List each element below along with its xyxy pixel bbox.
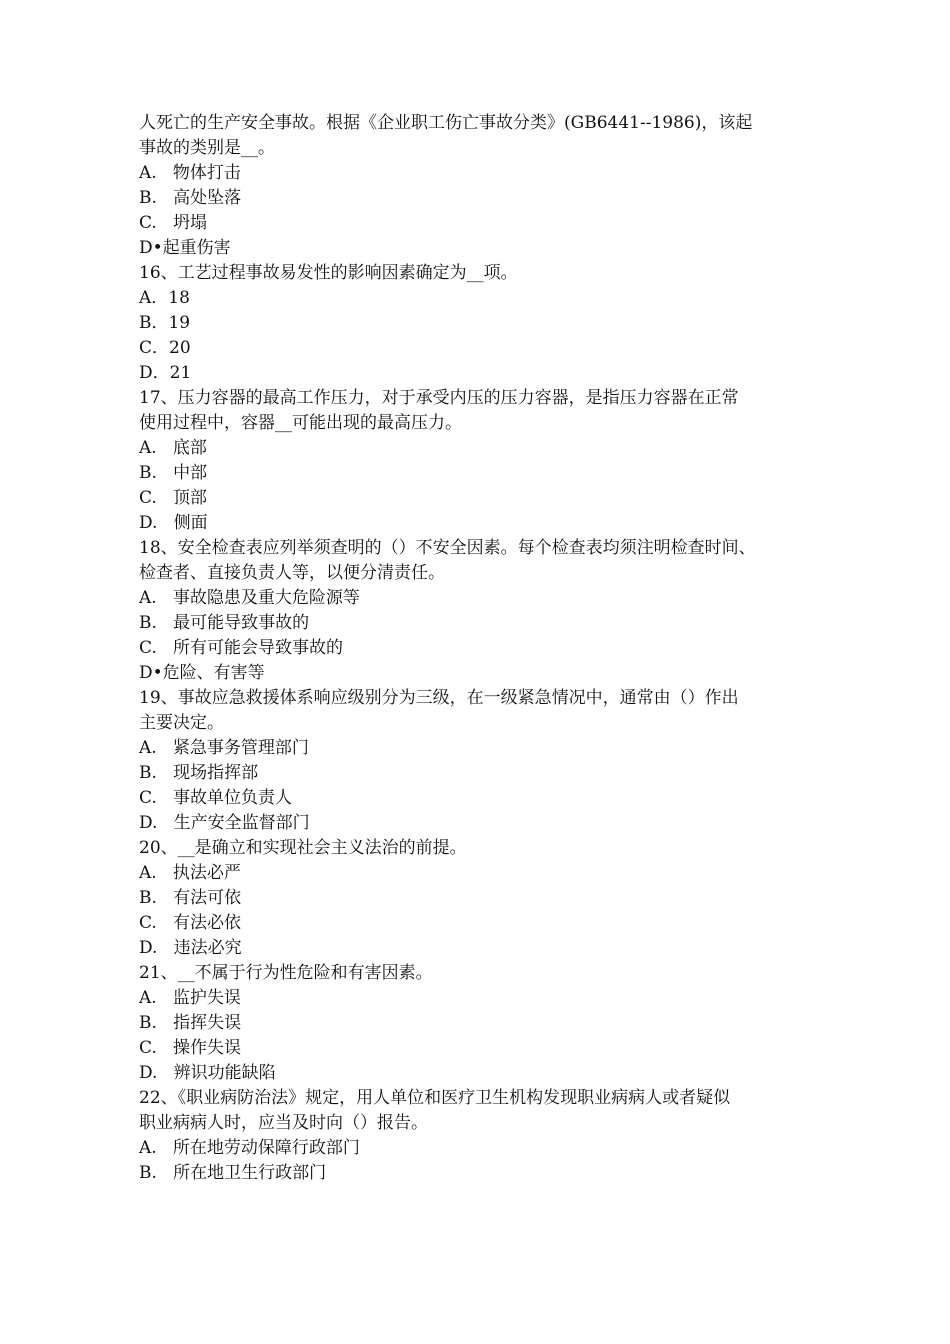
question-text-line: 18、安全检查表应列举须查明的（）不安全因素。每个检查表均须注明检查时间、 — [139, 538, 756, 558]
option-c: C．20 — [139, 338, 191, 358]
question-21 — [139, 961, 819, 1086]
document-page — [139, 111, 819, 1186]
option-b: B. 最可能导致事故的 — [139, 613, 310, 633]
option-c: C. 操作失误 — [139, 1038, 242, 1058]
option-a: A．18 — [139, 288, 190, 308]
question-text-line: 16、工艺过程事故易发性的影响因素确定为__项。 — [139, 263, 518, 283]
option-d: D. 生产安全监督部门 — [139, 813, 310, 833]
option-b: B．19 — [139, 313, 191, 333]
option-a: A. 所在地劳动保障行政部门 — [139, 1138, 360, 1158]
question-text-line: 人死亡的生产安全事故。根据《企业职工伤亡事故分类》(GB6441--1986)，该起 — [139, 113, 753, 133]
question-text-line: 19、事故应急救援体系响应级别分为三级，在一级紧急情况中，通常由（）作出 — [139, 688, 739, 708]
question-text-line: 使用过程中，容器__可能出现的最高压力。 — [139, 413, 462, 433]
option-d: D•危险、有害等 — [139, 663, 265, 683]
question-text-line: 20、__是确立和实现社会主义法治的前提。 — [139, 838, 467, 858]
question-text-line: 22、《职业病防治法》规定，用人单位和医疗卫生机构发现职业病病人或者疑似 — [139, 1088, 731, 1108]
option-a: A. 物体打击 — [139, 163, 241, 183]
question-19 — [139, 686, 819, 836]
question-text-line: 检查者、直接负责人等，以便分清责任。 — [139, 563, 445, 583]
option-d: D. 侧面 — [139, 513, 208, 533]
question-text-line: 职业病病人时，应当及时向（）报告。 — [139, 1113, 428, 1133]
question-text-line: 17、压力容器的最高工作压力，对于承受内压的压力容器，是指压力容器在正常 — [139, 388, 739, 408]
option-b: B. 所在地卫生行政部门 — [139, 1163, 327, 1183]
option-b: B. 现场指挥部 — [139, 763, 259, 783]
option-d: D. 辨识功能缺陷 — [139, 1063, 276, 1083]
option-c: C. 事故单位负责人 — [139, 788, 293, 808]
option-c: C. 有法必依 — [139, 913, 242, 933]
question-17 — [139, 386, 819, 536]
option-a: A. 紧急事务管理部门 — [139, 738, 309, 758]
question-18 — [139, 536, 819, 686]
question-20 — [139, 836, 819, 961]
question-text-line: 21、__不属于行为性危险和有害因素。 — [139, 963, 433, 983]
option-a: A. 底部 — [139, 438, 207, 458]
option-c: C. 顶部 — [139, 488, 208, 508]
question-text-line: 主要决定。 — [139, 713, 224, 733]
question-text-line: 事故的类别是__。 — [139, 138, 275, 158]
option-a: A. 监护失误 — [139, 988, 241, 1008]
question-15 — [139, 111, 819, 261]
option-a: A. 执法必严 — [139, 863, 241, 883]
option-d: D•起重伤害 — [139, 238, 231, 258]
option-b: B. 指挥失误 — [139, 1013, 242, 1033]
option-d: D．21 — [139, 363, 192, 383]
option-b: B. 有法可依 — [139, 888, 242, 908]
option-d: D. 违法必究 — [139, 938, 242, 958]
option-c: C. 所有可能会导致事故的 — [139, 638, 344, 658]
question-16 — [139, 261, 819, 386]
question-22 — [139, 1086, 819, 1186]
option-c: C. 坍塌 — [139, 213, 208, 233]
option-b: B. 中部 — [139, 463, 208, 483]
option-a: A. 事故隐患及重大危险源等 — [139, 588, 360, 608]
option-b: B. 高处坠落 — [139, 188, 242, 208]
